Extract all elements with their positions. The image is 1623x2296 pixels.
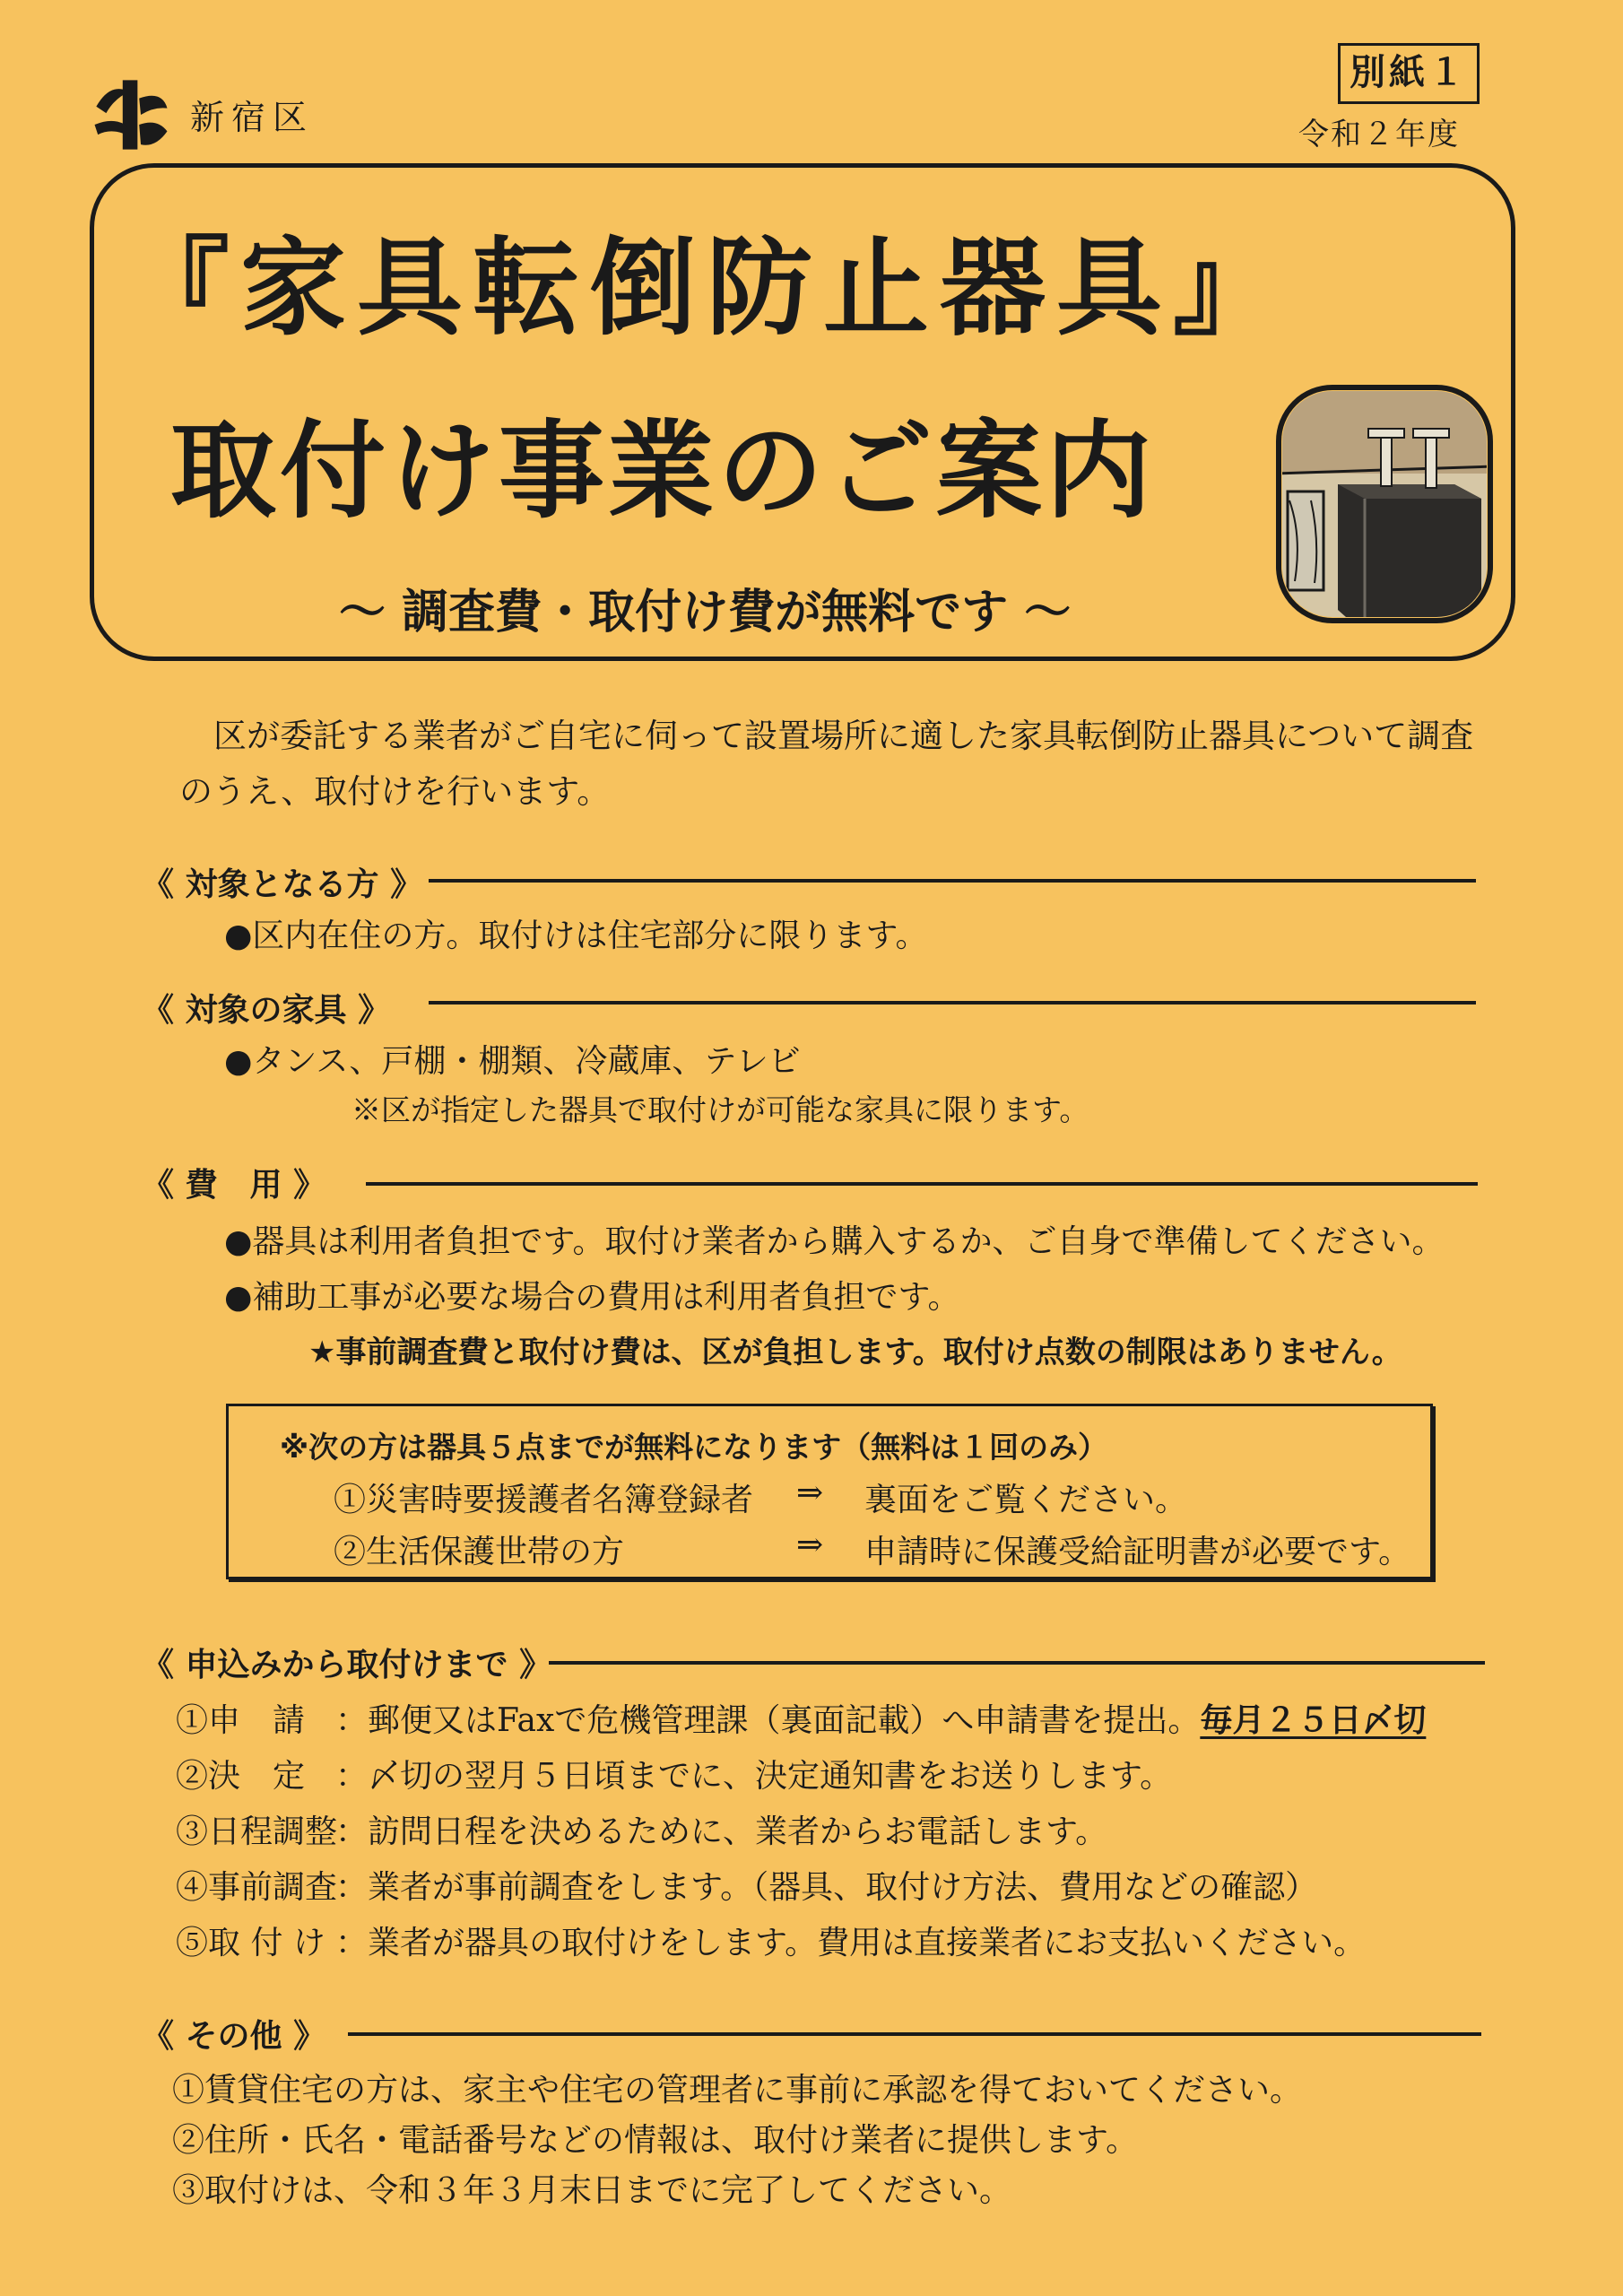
process-step-text: 郵便又はFaxで危機管理課（裏面記載）へ申請書を提出。 [368, 1702, 1201, 1739]
process-step [176, 1862, 1317, 1908]
process-step-sep: ： [335, 1702, 369, 1739]
intro-text: 区が委託する業者がご自宅に伺って設置場所に適した家具転倒防止器具について調査のうえ、取付けを行います。 [179, 717, 1474, 811]
target-people-item: ●区内在住の方。取付けは住宅部分に限ります。 [224, 918, 928, 954]
fiscal-year: 令和２年度 [1298, 117, 1460, 152]
page-subtitle: ～ 調査費・取付け費が無料です ～ [339, 586, 1072, 639]
target-furniture-item: ●タンス、戸棚・棚類、冷蔵庫、テレビ [224, 1043, 801, 1080]
process-step-label: ④事前調査 [176, 1869, 338, 1906]
section-rule [549, 1661, 1485, 1665]
process-step-text: 〆切の翌月５日頃までに、決定通知書をお送りします。 [368, 1758, 1173, 1795]
arrow-icon: ⇒ [796, 1526, 824, 1563]
process-step-label: ②決 定 [176, 1758, 306, 1795]
process-step [176, 1751, 1172, 1796]
process-step-label: ①申 請 [176, 1702, 306, 1739]
free-notice-who-1: ①災害時要援護者名簿登録者 [334, 1482, 754, 1518]
ward-name: 新宿区 [190, 98, 315, 137]
target-furniture-note: ※区が指定した器具で取付けが可能な家具に限ります。 [352, 1092, 1089, 1127]
process-step-text: 業者が器具の取付けをします。費用は直接業者にお支払いください。 [368, 1925, 1367, 1961]
other-item-1: ①賃貸住宅の方は、家主や住宅の管理者に事前に承認を得ておいてください。 [172, 2072, 1303, 2109]
section-heading-target-people: 《 対象となる方 》 [142, 866, 423, 903]
process-step-label: ③日程調整 [176, 1813, 338, 1850]
cost-item-1: ●器具は利用者負担です。取付け業者から購入するか、ご自身で準備してください。 [224, 1223, 1445, 1260]
section-rule [348, 2032, 1481, 2036]
other-item-3: ③取付けは、令和３年３月末日までに完了してください。 [172, 2172, 1012, 2209]
cost-item-2: ●補助工事が必要な場合の費用は利用者負担です。 [224, 1279, 960, 1316]
furniture-brace-illustration [1275, 384, 1494, 624]
process-step-sep: ： [335, 1813, 369, 1850]
process-step-text: 業者が事前調査をします。（器具、取付け方法、費用などの確認） [368, 1869, 1318, 1906]
other-item-2: ②住所・氏名・電話番号などの情報は、取付け業者に提供します。 [172, 2122, 1139, 2159]
annex-label: 別紙１ [1338, 43, 1480, 104]
process-step-sep: ： [335, 1758, 369, 1795]
process-step [176, 1695, 1426, 1741]
free-notice-what-2: 申請時に保護受給証明書が必要です。 [864, 1534, 1411, 1570]
arrow-icon: ⇒ [796, 1474, 824, 1511]
page-title-line2: 取付け事業のご案内 [170, 409, 1156, 533]
process-step-sep: ： [335, 1925, 369, 1961]
section-rule [429, 1001, 1476, 1004]
free-notice-who-2: ②生活保護世帯の方 [334, 1534, 625, 1570]
section-rule [366, 1182, 1478, 1186]
page-title-line1: 『家具転倒防止器具』 [124, 226, 1290, 350]
cost-highlight: ★事前調査費と取付け費は、区が負担します。取付け点数の制限はありません。 [308, 1335, 1402, 1370]
section-heading-cost: 《 費 用 》 [142, 1167, 326, 1204]
process-step-sep: ： [335, 1869, 369, 1906]
process-step [176, 1806, 1107, 1852]
section-heading-target-furniture: 《 対象の家具 》 [142, 992, 391, 1029]
process-step-deadline: 毎月２５日〆切 [1200, 1701, 1427, 1739]
free-notice-title: ※次の方は器具５点までが無料になります（無料は１回のみ） [280, 1430, 1108, 1465]
section-heading-process: 《 申込みから取付けまで 》 [142, 1647, 552, 1683]
process-step-label: ⑤取 付 け [176, 1925, 325, 1961]
process-step-text: 訪問日程を決めるために、業者からお電話します。 [368, 1813, 1108, 1850]
section-heading-other: 《 その他 》 [142, 2018, 326, 2055]
section-rule [429, 879, 1476, 883]
shinjuku-emblem-icon [90, 74, 172, 156]
free-notice-what-1: 裏面をご覧ください。 [864, 1482, 1188, 1518]
process-step [176, 1918, 1366, 1963]
